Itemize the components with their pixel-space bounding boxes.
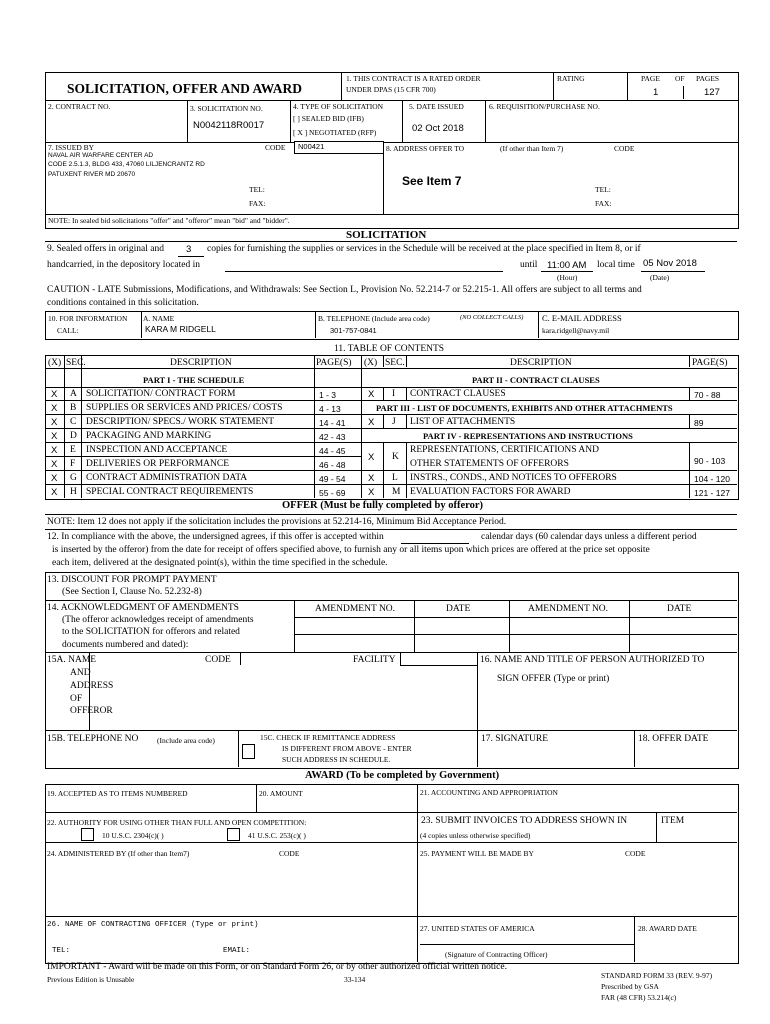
handcarried-text: handcarried, in the depository located in	[47, 260, 201, 270]
toc-row-j-desc: LIST OF ATTACHMENTS	[410, 417, 516, 427]
until-label: until	[520, 260, 538, 270]
offeror-code-label: CODE	[205, 655, 231, 665]
toc-row-b-desc: SUPPLIES OR SERVICES AND PRICES/ COSTS	[86, 403, 283, 413]
usc-2304-label: 10 U.S.C. 2304(c)( )	[102, 831, 164, 840]
address-offer-label: 8. ADDRESS OFFER TO	[386, 144, 465, 153]
toc-row-a-desc: SOLICITATION/ CONTRACT FORM	[86, 389, 236, 399]
previous-edition: Previous Edition is Unusable	[47, 975, 135, 984]
toc-col-sec-right: SEC.	[385, 358, 405, 368]
officer-email-label: EMAIL:	[223, 947, 251, 955]
item27-label: 27. UNITED STATES OF AMERICA	[420, 924, 535, 933]
amendment-date-header-1: DATE	[446, 604, 471, 614]
contact-email: kara.ridgell@navy.mil	[542, 326, 610, 335]
issued-tel-label: TEL:	[249, 185, 265, 194]
item12-text-b: calendar days (60 calendar days unless a different period	[481, 532, 697, 542]
toc-row-c-desc: DESCRIPTION/ SPECS./ WORK STATEMENT	[86, 417, 275, 427]
row-contract-info	[45, 100, 739, 144]
important-notice: IMPORTANT - Award will be made on this Form, or on Standard Form 26, or by other authorized official written notice.	[47, 962, 507, 972]
toc-row-i-sec: I	[392, 389, 396, 399]
toc-row-a-sec: A	[70, 389, 77, 399]
rated-order-line1: 1. THIS CONTRACT IS A RATED ORDER	[346, 74, 481, 83]
award-heading: AWARD (To be completed by Government)	[305, 770, 500, 781]
item15a-line5: OFFEROR	[70, 706, 113, 716]
facility-label: FACILITY	[353, 655, 396, 665]
toc-row-e-pages: 44 - 45	[319, 446, 346, 456]
toc-row-h-sec: H	[70, 487, 77, 497]
pages-label: PAGES	[696, 74, 720, 83]
toc-row-g-sec: G	[70, 473, 77, 483]
toc-row-m-desc: EVALUATION FACTORS FOR AWARD	[410, 487, 571, 497]
total-pages: 127	[704, 87, 720, 98]
item15c-line2: IS DIFFERENT FROM ABOVE - ENTER	[282, 744, 412, 753]
caution-line2: conditions contained in this solicitation.	[47, 298, 199, 308]
toc-row-f-x: X	[51, 459, 58, 470]
toc-row-i-x: X	[368, 389, 375, 400]
item26-label: 26. NAME OF CONTRACTING OFFICER (Type or print)	[47, 921, 259, 929]
toc-row-k-x: X	[368, 452, 375, 463]
item20-label: 20. AMOUNT	[259, 789, 303, 798]
toc-row-k-sec: K	[392, 452, 399, 462]
usc-2304-checkbox[interactable]	[81, 828, 94, 841]
toc-col-desc-left: DESCRIPTION	[170, 358, 232, 368]
issued-by-label: 7. ISSUED BY	[48, 143, 95, 152]
item14-text-b: (The offeror acknowledges receipt of amendments	[62, 615, 254, 625]
item14-text-d: documents numbered and dated):	[62, 640, 189, 650]
toc-row-m-pages: 121 - 127	[694, 488, 730, 498]
toc-row-m-x: X	[368, 487, 375, 498]
telephone-label: B. TELEPHONE (Include area code)	[318, 314, 430, 323]
toc-row-c-sec: C	[70, 417, 77, 427]
issued-by-code: N00421	[298, 142, 325, 151]
issued-by-code-label: CODE	[265, 143, 286, 152]
item9-text-a: 9. Sealed offers in original and	[47, 244, 164, 254]
item13-text-b: (See Section I, Clause No. 52.232-8)	[62, 587, 202, 597]
item16-text-a: 16. NAME AND TITLE OF PERSON AUTHORIZED TO	[480, 655, 705, 665]
item28-label: 28. AWARD DATE	[638, 924, 697, 933]
item15a-line2: AND	[70, 668, 91, 678]
prescribed-by: Prescribed by GSA	[601, 982, 659, 991]
form-title: SOLICITATION, OFFER AND AWARD	[67, 81, 303, 96]
toc-row-a-x: X	[51, 389, 58, 400]
toc-row-e-sec: E	[70, 445, 76, 455]
toc-part2: PART II - CONTRACT CLAUSES	[472, 375, 600, 385]
item12-text-a: 12. In compliance with the above, the undersigned agrees, if this offer is accepted within	[47, 532, 384, 542]
contact-name: KARA M RIDGELL	[145, 324, 216, 334]
offer-heading: OFFER (Must be fully completed by offeror)	[282, 500, 484, 511]
caution-line1: CAUTION - LATE Submissions, Modifications, and Withdrawals: See Section L, Provision No. 52.214-7 or 52.215-1. All offers are subject to all terms and	[47, 285, 642, 295]
toc-row-i-pages: 70 - 88	[694, 390, 721, 400]
item19-label: 19. ACCEPTED AS TO ITEMS NUMBERED	[47, 789, 188, 798]
item18-label: 18. OFFER DATE	[638, 734, 709, 744]
solicitation-heading: SOLICITATION	[346, 229, 427, 241]
rated-order-line2: UNDER DPAS (15 CFR 700)	[346, 85, 436, 94]
copies-count: 3	[186, 244, 192, 255]
item23-text-b: (4 copies unless otherwise specified)	[420, 831, 531, 840]
solicitation-type-label: 4. TYPE OF SOLICITATION	[293, 102, 384, 111]
item14-text-a: 14. ACKNOWLEDGMENT OF AMENDMENTS	[47, 603, 239, 613]
toc-row-e-x: X	[51, 445, 58, 456]
toc-col-pages-left: PAGE(S)	[316, 358, 352, 368]
contact-name-label: A. NAME	[143, 314, 175, 323]
toc-row-j-pages: 89	[694, 418, 704, 428]
toc-col-x-left: (X)	[48, 358, 62, 368]
toc-row-m-sec: M	[392, 487, 401, 497]
item15c-line1: 15C. CHECK IF REMITTANCE ADDRESS	[260, 733, 396, 742]
sealed-bid-option: [ ] SEALED BID (IFB)	[293, 114, 364, 123]
item14-text-c: to the SOLICITATION for offerors and related	[62, 627, 240, 637]
item15b-area-code: (Include area code)	[157, 736, 215, 745]
item25-label: 25. PAYMENT WILL BE MADE BY	[420, 849, 534, 858]
toc-row-c-pages: 14 - 41	[319, 418, 346, 428]
due-date: 05 Nov 2018	[643, 258, 697, 269]
rating-label: RATING	[557, 74, 585, 83]
of-label: OF	[675, 74, 685, 83]
item24-code-label: CODE	[279, 849, 300, 858]
item15a-line4: OF	[70, 694, 83, 704]
toc-row-f-sec: F	[70, 459, 76, 469]
toc-part1: PART I - THE SCHEDULE	[143, 375, 245, 385]
for-information-label: 10. FOR INFORMATION	[48, 314, 128, 323]
item16-text-b: SIGN OFFER (Type or print)	[497, 674, 610, 684]
issued-address-line1: NAVAL AIR WARFARE CENTER AD	[48, 152, 154, 159]
toc-row-e-desc: INSPECTION AND ACCEPTANCE	[86, 445, 228, 455]
toc-row-g-pages: 49 - 54	[319, 474, 346, 484]
toc-col-pages-right: PAGE(S)	[692, 358, 728, 368]
toc-col-x-right: (X)	[364, 358, 378, 368]
due-time: 11:00 AM	[547, 260, 587, 271]
toc-row-b-pages: 4 - 13	[319, 404, 341, 414]
address-offer-fax-label: FAX:	[595, 199, 612, 208]
date-issued: 02 Oct 2018	[412, 123, 464, 134]
toc-row-b-x: X	[51, 403, 58, 414]
officer-tel-label: TEL:	[52, 947, 71, 955]
form-number: 33-134	[344, 975, 366, 984]
address-offer-other: (If other than Item 7)	[500, 144, 564, 153]
toc-row-h-desc: SPECIAL CONTRACT REQUIREMENTS	[86, 487, 254, 497]
toc-row-l-x: X	[368, 473, 375, 484]
toc-row-d-pages: 42 - 43	[319, 432, 346, 442]
toc-row-l-desc: INSTRS., CONDS., AND NOTICES TO OFFERORS	[410, 473, 617, 483]
address-offer-value: See Item 7	[402, 174, 462, 188]
item23-text-a: 23. SUBMIT INVOICES TO ADDRESS SHOWN IN	[421, 816, 628, 826]
item17-label: 17. SIGNATURE	[481, 734, 549, 744]
contact-phone: 301-757-0841	[330, 326, 377, 335]
email-label: C. E-MAIL ADDRESS	[542, 313, 622, 323]
usc-253-label: 41 U.S.C. 253(c)( )	[248, 831, 306, 840]
issued-address-line2: CODE 2.5.1.3, BLDG 433, 47060 LILJENCRANTZ RD	[48, 161, 205, 168]
toc-row-l-sec: L	[392, 473, 398, 483]
toc-part4: PART IV - REPRESENTATIONS AND INSTRUCTIONS	[423, 431, 633, 441]
toc-row-k-desc2: OTHER STATEMENTS OF OFFERORS	[410, 459, 569, 469]
issued-address-line3: PATUXENT RIVER MD 20670	[48, 171, 136, 178]
amendment-no-header-1: AMENDMENT NO.	[315, 604, 396, 614]
item25-code-label: CODE	[625, 849, 646, 858]
hour-label: (Hour)	[557, 273, 578, 282]
toc-part3: PART III - LIST OF DOCUMENTS, EXHIBITS AND OTHER ATTACHMENTS	[376, 403, 673, 413]
toc-heading: 11. TABLE OF CONTENTS	[334, 344, 445, 354]
requisition-label: 6. REQUISITION/PURCHASE NO.	[489, 102, 600, 111]
toc-row-l-pages: 104 - 120	[694, 474, 730, 484]
toc-row-h-pages: 55 - 69	[319, 488, 346, 498]
item21-label: 21. ACCOUNTING AND APPROPRIATION	[420, 788, 558, 797]
negotiated-option: [ X ] NEGOTIATED (RFP)	[293, 128, 377, 137]
solicitation-no: N0042118R0017	[193, 120, 265, 131]
remittance-checkbox[interactable]	[242, 744, 255, 759]
amendment-no-header-2: AMENDMENT NO.	[528, 604, 609, 614]
toc-row-j-sec: J	[392, 417, 396, 427]
date-label: (Date)	[650, 273, 670, 282]
item12-note: NOTE: Item 12 does not apply if the solicitation includes the provisions at 52.214-16, Minimum Bid Acceptance Period.	[47, 517, 507, 527]
item15a-line3: ADDRESS	[70, 681, 114, 691]
toc-row-k-desc1: REPRESENTATIONS, CERTIFICATIONS AND	[410, 445, 599, 455]
address-offer-code-label: CODE	[614, 144, 635, 153]
item12-text-c: is inserted by the offeror) from the date for receipt of offers specified above, to furnish any or all items upon which prices are offered at the price set opposite	[52, 545, 650, 555]
toc-row-f-pages: 46 - 48	[319, 460, 346, 470]
toc-row-h-x: X	[51, 487, 58, 498]
toc-row-d-x: X	[51, 431, 58, 442]
toc-row-a-pages: 1 - 3	[319, 390, 337, 400]
item13-text-a: 13. DISCOUNT FOR PROMPT PAYMENT	[47, 575, 217, 585]
item9-text-b: copies for furnishing the supplies or services in the Schedule will be received at the place specified in Item 8, or if	[207, 244, 641, 254]
page-number: 1	[653, 87, 659, 98]
toc-row-f-desc: DELIVERIES OR PERFORMANCE	[86, 459, 230, 469]
local-time-label: local time	[597, 260, 635, 270]
amendment-date-header-2: DATE	[667, 604, 692, 614]
item15a-line1: 15A. NAME	[47, 655, 97, 665]
toc-row-d-desc: PACKAGING AND MARKING	[86, 431, 212, 441]
item24-label: 24. ADMINISTERED BY (If other than Item7)	[47, 849, 190, 858]
sealed-bid-note-text: NOTE: In sealed bid solicitations "offer" and "offeror" mean "bid" and "bidder".	[48, 216, 290, 225]
usc-253-checkbox[interactable]	[227, 828, 240, 841]
toc-row-c-x: X	[51, 417, 58, 428]
toc-row-g-x: X	[51, 473, 58, 484]
toc-row-i-desc: CONTRACT CLAUSES	[410, 389, 506, 399]
far-reference: FAR (48 CFR) 53.214(c)	[601, 993, 677, 1002]
no-collect-calls: (NO COLLECT CALLS)	[460, 314, 524, 321]
toc-row-g-desc: CONTRACT ADMINISTRATION DATA	[86, 473, 248, 483]
item15b-label: 15B. TELEPHONE NO	[47, 734, 139, 744]
item12-text-d: each item, delivered at the designated point(s), within the time specified in the schedule.	[52, 558, 388, 568]
date-issued-label: 5. DATE ISSUED	[409, 102, 464, 111]
page-label: PAGE	[641, 74, 660, 83]
toc-col-desc-right: DESCRIPTION	[510, 358, 572, 368]
signature-caption: (Signature of Contracting Officer)	[445, 950, 548, 959]
call-label: CALL:	[57, 326, 79, 335]
toc-row-b-sec: B	[70, 403, 77, 413]
solicitation-no-label: 3. SOLICITATION NO.	[190, 104, 263, 113]
address-offer-tel-label: TEL:	[595, 185, 611, 194]
item-label: ITEM	[661, 816, 685, 826]
item22-label: 22. AUTHORITY FOR USING OTHER THAN FULL AND OPEN COMPETITION:	[47, 818, 307, 827]
issued-fax-label: FAX:	[249, 199, 266, 208]
toc-row-k-pages: 90 - 103	[694, 456, 726, 466]
toc-row-d-sec: D	[70, 431, 77, 441]
contract-no-label: 2. CONTRACT NO.	[48, 102, 111, 111]
item15c-line3: SUCH ADDRESS IN SCHEDULE.	[282, 755, 391, 764]
standard-form-label: STANDARD FORM 33 (REV. 9-97)	[601, 971, 713, 980]
toc-row-j-x: X	[368, 417, 375, 428]
toc-col-sec-left: SEC.	[66, 358, 86, 368]
